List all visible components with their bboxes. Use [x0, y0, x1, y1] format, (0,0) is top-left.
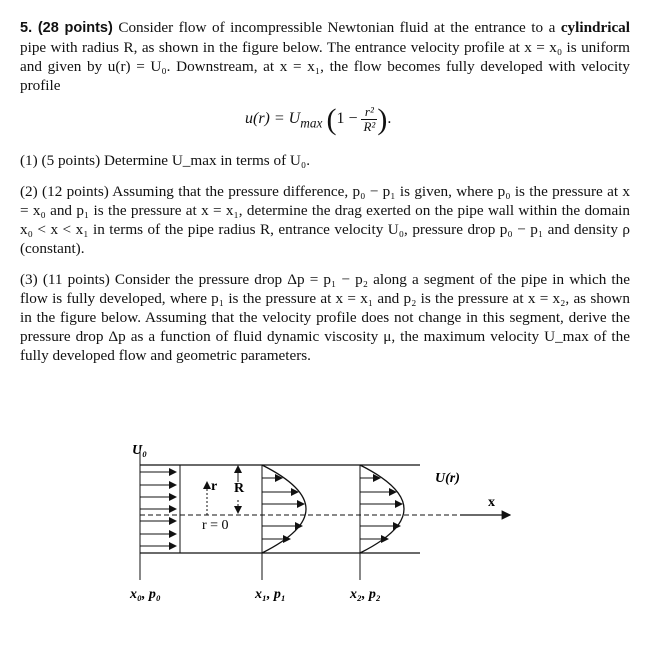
- question-3: (3) (11 points) Consider the pressure drop Δp = p₁ − p₂ along a segment of the pipe in which the flow is fully developed, where p₁ is the pressure at x = x₁ and p₂ is the pressure at x = x₂, as shown in the figure below. Assuming that the velocity profile does not change in this segment, derive the pressure drop Δp as a function of fluid dynamic viscosity μ, the maximum velocity U_max of the fully developed flow and geometric parameters.: [20, 271, 630, 364]
- eq-lhs-sub: max: [300, 115, 323, 131]
- question-2: (2) (12 points) Assuming that the pressure difference, p₀ − p₁ is given, where p₀ is the pressure at x = x₀ and p₁ is the pressure at x = x₁, determine the drag exerted on the pipe wall within the domain x₀ < x < x₁ in terms of the pipe radius R, entrance velocity U₀, pressure drop p₀ − p₁ and density ρ (constant).: [20, 183, 630, 257]
- label-U0: U₀: [132, 443, 147, 458]
- uniform-inflow-arrows: [140, 472, 176, 546]
- problem-intro: [20, 18, 630, 95]
- velocity-profile-equation: [20, 99, 630, 139]
- label-R: R: [234, 481, 245, 496]
- label-x: x: [488, 495, 495, 510]
- label-r: r: [211, 479, 218, 494]
- eq-numerator: r²: [361, 105, 377, 120]
- label-x1p1: x₁, p₁: [255, 587, 286, 602]
- intro-bold-word: cylindrical: [560, 19, 630, 36]
- profile-arrows-x1: [262, 478, 304, 539]
- pipe-flow-figure: [110, 440, 530, 610]
- question-1: (1) (5 points) Determine U_max in terms of U₀.: [20, 152, 310, 169]
- problem-page: [20, 18, 630, 365]
- eq-end: .: [387, 110, 392, 128]
- eq-fraction: [361, 105, 377, 134]
- profile-arrows-x2: [360, 478, 402, 539]
- eq-paren-close: ): [377, 103, 388, 136]
- eq-paren-open: (: [326, 103, 337, 136]
- eq-one-minus: 1 −: [336, 110, 358, 128]
- label-Ur: U(r): [435, 471, 460, 486]
- pipe-diagram: [110, 440, 530, 610]
- intro-text-2: pipe with radius R, as shown in the figure below. The entrance velocity profile at x = x₀ is uniform and given by u(r) = U₀. Downstream, at x = x₁, the flow becomes fully developed with velocity profile: [20, 39, 630, 94]
- label-x2p2: x₂, p₂: [350, 587, 381, 602]
- label-r0: r = 0: [202, 518, 229, 533]
- intro-text-1: Consider flow of incompressible Newtonian fluid at the entrance to a: [112, 19, 561, 36]
- label-x0p0: x₀, p₀: [130, 587, 161, 602]
- eq-lhs: u(r) = U: [245, 110, 301, 128]
- problem-number: 5. (28 points): [20, 20, 113, 36]
- eq-denominator: R²: [363, 119, 376, 134]
